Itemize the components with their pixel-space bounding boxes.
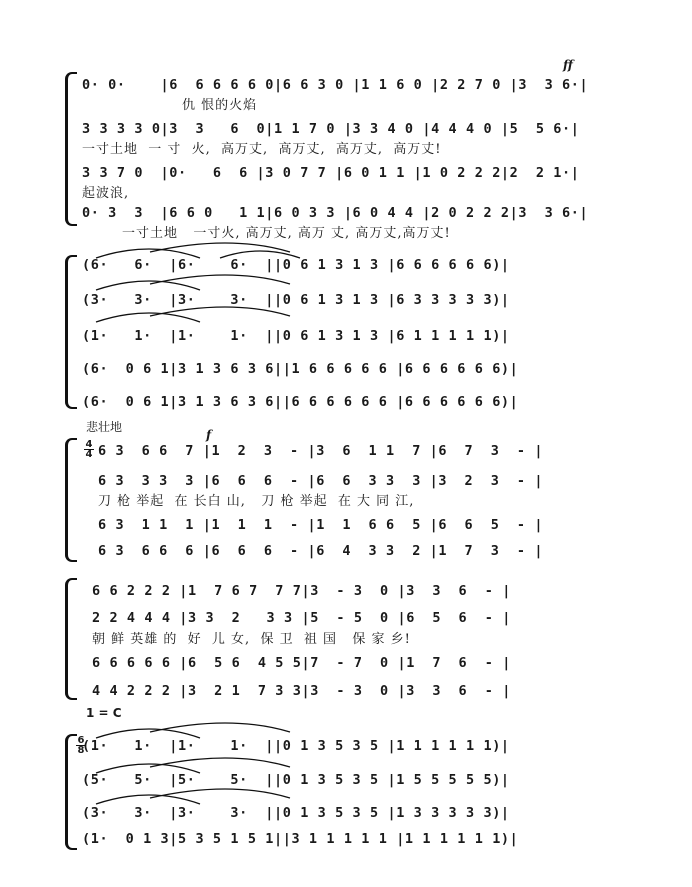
- notation-line: (6· 6· |6· 6· ||0 6 1 3 1 3 |6 6 6 6 6 6)|: [82, 257, 510, 273]
- notation-line: (3· 3· |3· 3· ||0 1 3 5 3 5 |1 3 3 3 3 3)|: [82, 805, 510, 821]
- notation-line: (6· 0 6 1|3 1 3 6 3 6||1 6 6 6 6 6 |6 6 6 6 6 6)|: [82, 361, 519, 377]
- tempo-marking: 悲壮地: [86, 420, 123, 434]
- key-signature: 1 = C: [86, 706, 122, 720]
- voice-line: [82, 769, 682, 791]
- time-signature-top: 6: [77, 735, 85, 746]
- notation-line: (3· 3· |3· 3· ||0 6 1 3 1 3 |6 3 3 3 3 3)|: [82, 292, 510, 308]
- notation-line: 0· 0· |6 6 6 6 6 0|6 6 3 0 |1 1 6 0 |2 2 7 0 |3 3 6·|: [82, 77, 589, 93]
- lyric-text: 仇 恨的火焰: [182, 98, 258, 113]
- voice-line: [82, 735, 682, 757]
- dynamic-marking: f: [206, 428, 212, 442]
- time-signature-bottom: 4: [85, 449, 93, 460]
- notation-line: 6 6 2 2 2 |1 7 6 7 7 7|3 - 3 0 |3 3 6 - |: [92, 583, 511, 599]
- notation-line: 6 6 6 6 6 |6 5 6 4 5 5|7 - 7 0 |1 7 6 - |: [92, 655, 511, 671]
- lyric-text: 起波浪,: [82, 186, 130, 201]
- notation-line: 6 3 1 1 1 |1 1 1 - |1 1 6 6 5 |6 6 5 - |: [98, 517, 544, 533]
- notation-line: 3 3 3 3 0|3 3 6 0|1 1 7 0 |3 3 4 0 |4 4 4 0 |5 5 6·|: [82, 121, 580, 137]
- voice-line: [82, 828, 682, 850]
- notation-line: 6 3 6 6 6 |6 6 6 - |6 4 3 3 2 |1 7 3 - |: [98, 543, 544, 559]
- lyric-text: 一寸土地 一 寸 火, 高万丈, 高万丈, 高万丈, 高万丈!: [82, 142, 442, 157]
- notation-line: 3 3 7 0 |0· 6 6 |3 0 7 7 |6 0 1 1 |1 0 2 2 2|2 2 1·|: [82, 165, 580, 181]
- voice-line: [82, 802, 682, 824]
- notation-line: (1· 1· |1· 1· ||0 1 3 5 3 5 |1 1 1 1 1 1)|: [82, 738, 510, 754]
- lyric-text: 一寸土地 一寸火, 高万丈, 高万 丈, 高万丈,高万丈!: [122, 226, 451, 241]
- notation-line: (1· 0 1 3|5 3 5 1 5 1||3 1 1 1 1 1 |1 1 1 1 1 1)|: [82, 831, 519, 847]
- notation-line: (5· 5· |5· 5· ||0 1 3 5 3 5 |1 5 5 5 5 5)|: [82, 772, 510, 788]
- time-signature-top: 4: [85, 439, 93, 450]
- notation-line: 6 3 6 6 7 |1 2 3 - |3 6 1 1 7 |6 7 3 - |: [98, 443, 544, 459]
- notation-line: 6 3 3 3 3 |6 6 6 - |6 6 3 3 3 |3 2 3 - |: [98, 473, 544, 489]
- time-signature-bottom: 8: [77, 745, 85, 756]
- dynamic-marking: ff: [563, 58, 573, 72]
- notation-line: 4 4 2 2 2 |3 2 1 7 3 3|3 - 3 0 |3 3 6 - |: [92, 683, 511, 699]
- notation-line: (1· 1· |1· 1· ||0 6 1 3 1 3 |6 1 1 1 1 1)|: [82, 328, 510, 344]
- notation-line: 2 2 4 4 4 |3 3 2 3 3 |5 - 5 0 |6 5 6 - |: [92, 610, 511, 626]
- notation-line: (6· 0 6 1|3 1 3 6 3 6||6 6 6 6 6 6 |6 6 6 6 6 6)|: [82, 394, 519, 410]
- lyric-text: 朝 鲜 英雄 的 好 儿 女, 保 卫 祖 国 保 家 乡!: [92, 632, 411, 647]
- lyric-text: 刀 枪 举起 在 长白 山, 刀 枪 举起 在 大 同 江,: [98, 494, 415, 509]
- notation-line: 0· 3 3 |6 6 0 1 1|6 0 3 3 |6 0 4 4 |2 0 2 2 2|3 3 6·|: [82, 205, 589, 221]
